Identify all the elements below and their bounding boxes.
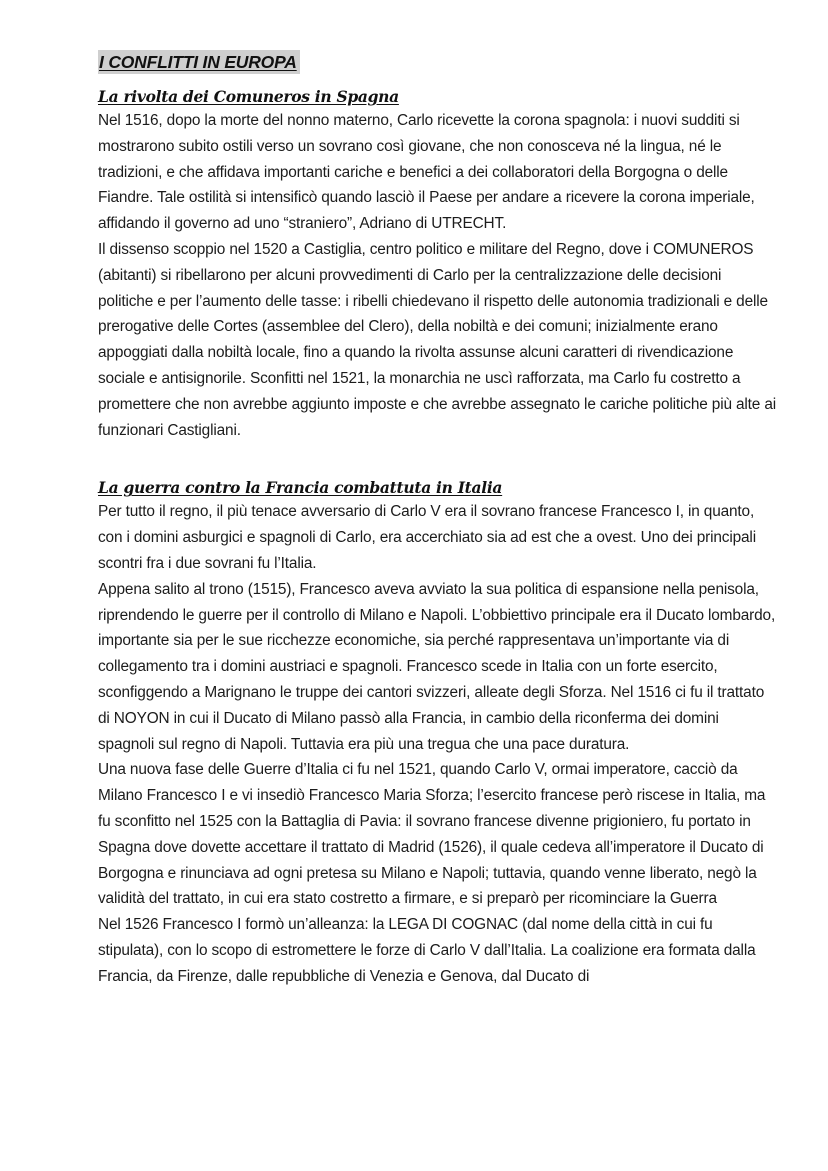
- paragraph: Il dissenso scoppio nel 1520 a Castiglia, centro politico e militare del Regno, dove i COMUNEROS (abitanti) si ribellarono per alcuni provvedimenti di Carlo per la centralizzazione delle decisioni politiche e per l’aumento delle tasse: i ribelli chiedevano il rispetto delle autonomia tradizionali e delle prerogative delle Cortes (assemblee del Clero), della nobiltà e dei comuni; inizialmente erano appoggiati dalla nobiltà locale, fino a quando la rivolta assunse alcuni caratteri di rivendicazione sociale e antisignorile. Sconfitti nel 1521, la monarchia ne uscì rafforzata, ma Carlo fu costretto a promettere che non avrebbe aggiunto imposte e che avrebbe assegnato le cariche politiche più alte ai funzionari Castigliani.: [98, 240, 777, 439]
- section-heading: La rivolta dei Comuneros in Spagna: [98, 87, 399, 106]
- paragraph: Una nuova fase delle Guerre d’Italia ci fu nel 1521, quando Carlo V, ormai imperatore, cacciò da Milano Francesco I e vi insediò Francesco Maria Sforza; l’esercito francese però riscese in Italia, ma fu sconfitto nel 1525 con la Battaglia di Pavia: il sovrano francese divenne prigioniero, fu portato in Spagna dove dovette accettare il trattato di Madrid (1526), il quale cedeva all’imperatore il Ducato di Borgogna e rinunciava ad ogni pretesa su Milano e Napoli; tuttavia, quando venne liberato, negò la validità del trattato, in cui era stato costretto a firmare, e si preparò per ricominciare la Guerra: [98, 761, 766, 908]
- document-page: [98, 50, 778, 990]
- paragraph: Per tutto il regno, il più tenace avversario di Carlo V era il sovrano francese Francesco I, in quanto, con i domini asburgici e spagnoli di Carlo, era accerchiato sia ad est che a ovest. Uno dei principali scontri fra i due sovrani fu l’Italia.: [98, 503, 756, 572]
- page-title: I CONFLITTI IN EUROPA: [98, 50, 300, 74]
- paragraph: Nel 1526 Francesco I formò un’alleanza: la LEGA DI COGNAC (dal nome della città in cui fu stipulata), con lo scopo di estromettere le forze di Carlo V dall’Italia. La coalizione era formata dalla Francia, da Firenze, dalle repubbliche di Venezia e Genova, dal Ducato di: [98, 916, 756, 985]
- paragraph: Appena salito al trono (1515), Francesco aveva avviato la sua politica di espansione nella penisola, riprendendo le guerre per il controllo di Milano e Napoli. L’obbiettivo principale era il Ducato lombardo, importante sia per le sue ricchezze economiche, sia perché rappresentava un’importante via di collegamento tra i domini austriaci e spagnoli. Francesco scede in Italia con un forte esercito, sconfiggendo a Marignano le truppe dei cantori svizzeri, alleate degli Sforza. Nel 1516 ci fu il trattato di NOYON in cui il Ducato di Milano passò alla Francia, in cambio della riconferma dei domini spagnoli sul regno di Napoli. Tuttavia era più una tregua che una pace duratura.: [98, 580, 776, 753]
- paragraph: Nel 1516, dopo la morte del nonno materno, Carlo ricevette la corona spagnola: i nuovi sudditi si mostrarono subito ostili verso un sovrano così giovane, che non conosceva né la lingua, né le tradizioni, e che affidava importanti cariche e benefici a dei collaboratori della Borgogna o delle Fiandre. Tale ostilità si intensificò quando lasciò il Paese per andare a ricevere la corona imperiale, affidando il governo ad uno “straniero”, Adriano di UTRECHT.: [98, 112, 755, 233]
- section-guerra-francia: [98, 477, 778, 989]
- title-block: [98, 50, 778, 78]
- section-heading: La guerra contro la Francia combattuta in Italia: [98, 478, 503, 498]
- section-comuneros: [98, 86, 778, 443]
